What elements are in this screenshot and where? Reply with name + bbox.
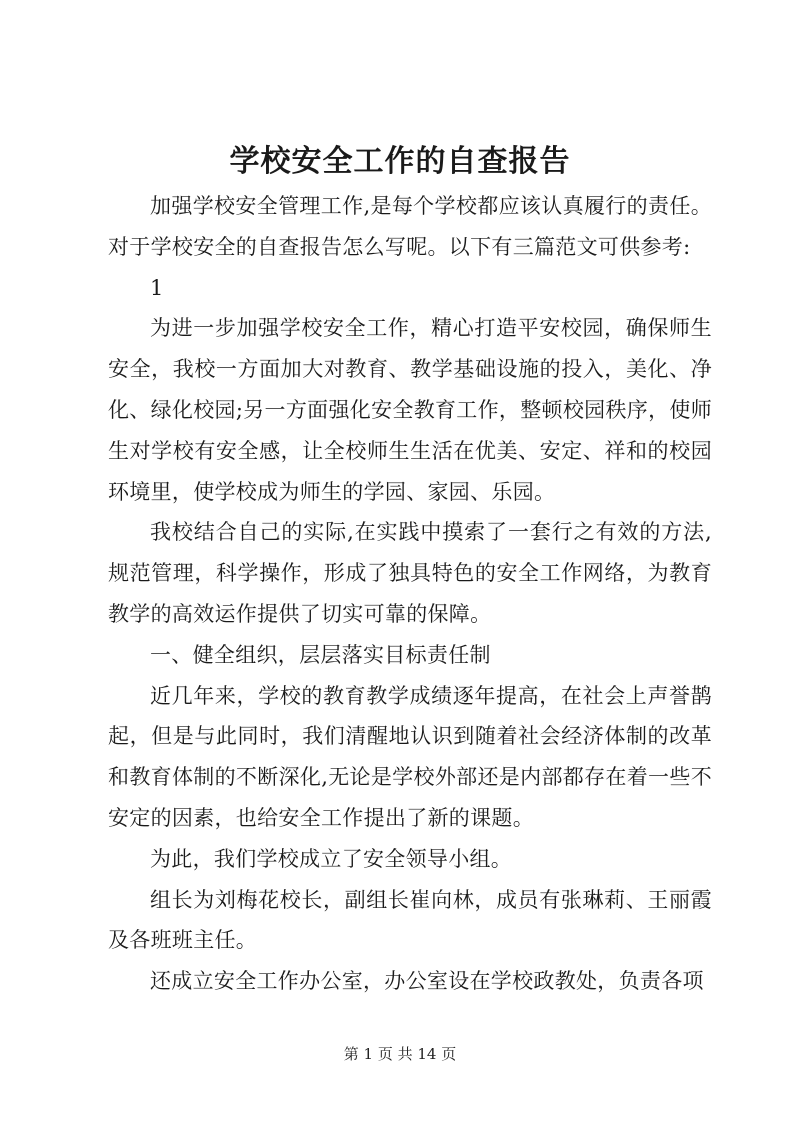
document-body [108, 186, 712, 1002]
section-heading: 一、健全组织，层层落实目标责任制 [150, 642, 491, 667]
body-paragraph: 为此，我们学校成立了安全领导小组。 [150, 846, 513, 871]
document-title: 学校安全工作的自查报告 [229, 144, 571, 179]
body-paragraph: 组长为刘梅花校长，副组长崔向林，成员有张琳莉、王丽霞及各班班主任。 [108, 887, 712, 953]
page-indicator: 第 1 页 共 14 页 [343, 1045, 457, 1063]
body-paragraph: 1 [150, 275, 164, 300]
body-paragraph: 还成立安全工作办公室，办公室设在学校政教处，负责各项 [150, 969, 704, 994]
body-paragraph: 加强学校安全管理工作,是每个学校都应该认真履行的责任。对于学校安全的自查报告怎么写呢。以下有三篇范文可供参考: [108, 194, 712, 259]
body-paragraph: 我校结合自己的实际,在实践中摸索了一套行之有效的方法,规范管理，科学操作，形成了独具特色的安全工作网络，为教育教学的高效运作提供了切实可靠的保障。 [108, 520, 712, 626]
body-paragraph: 近几年来，学校的教育教学成绩逐年提高，在社会上声誉鹊起，但是与此同时，我们清醒地认识到随着社会经济体制的改革和教育体制的不断深化,无论是学校外部还是内部都存在着一些不安定的因素，也给安全工作提出了新的课题。 [108, 683, 712, 830]
body-paragraph: 为进一步加强学校安全工作，精心打造平安校园，确保师生安全，我校一方面加大对教育、教学基础设施的投入，美化、净化、绿化校园;另一方面强化安全教育工作，整顿校园秩序，使师生对学校有安全感，让全校师生生活在优美、安定、祥和的校园环境里，使学校成为师生的学园、家园、乐园。 [108, 316, 712, 504]
